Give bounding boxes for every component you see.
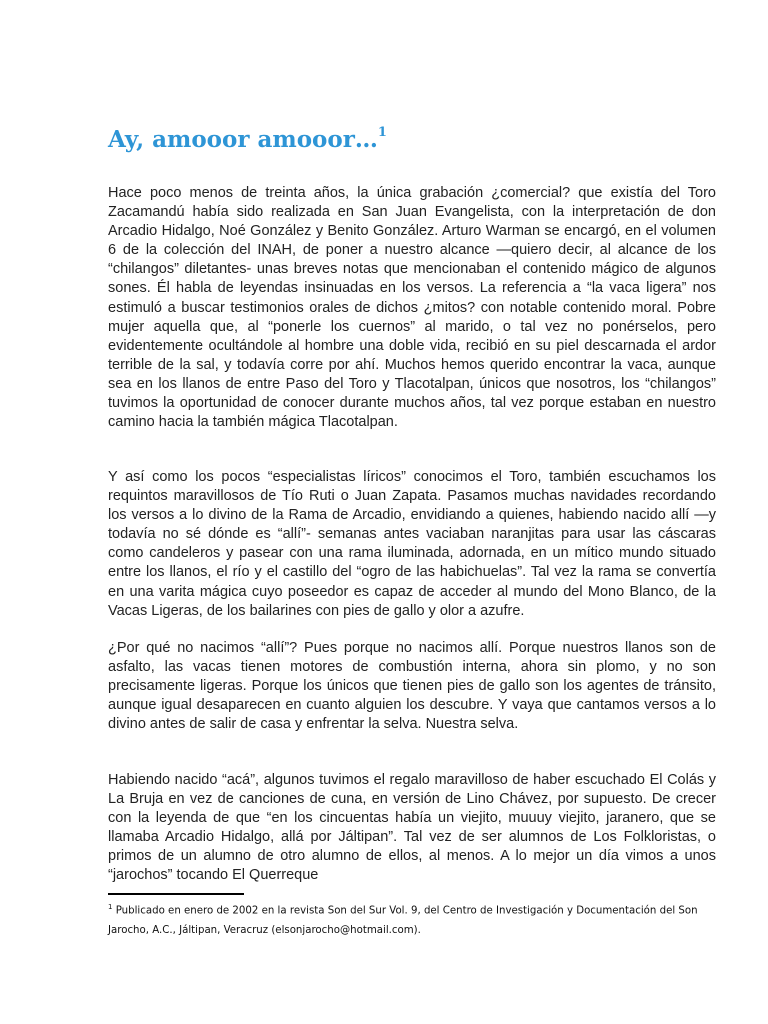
footnote [108, 897, 716, 941]
document-title [108, 126, 387, 153]
title-footnote-ref[interactable]: 1 [377, 125, 387, 141]
footnote-separator [108, 893, 244, 895]
paragraph-2: Y así como los pocos “especialistas líricos” conocimos el Toro, también escuchamos los requintos maravillosos de Tío Ruti o Juan Zapata. Pasamos muchas navidades recordando los versos a lo divino de la Rama de Arcadio, envidiando a quienes, habiendo nacido allí —y todavía no sé dónde es “allí”- semanas antes vaciaban naranjitas para usar las cáscaras como candeleros y pasear con una rama iluminada, adornada, en un mítico mundo situado entre los llanos, el río y el castillo del “ogro de las habichuelas”. Tal vez la rama se convertía en una varita mágica cuyo poseedor es capaz de acceder al mundo del Mono Blanco, de la Vacas Ligeras, de los bailarines con pies de gallo y olor a azufre. [108, 469, 716, 619]
title-text: Ay, amooor amooor… [108, 126, 378, 153]
footnote-marker: 1 [108, 903, 113, 911]
footnote-text: Publicado en enero de 2002 en la revista Son del Sur Vol. 9, del Centro de Investigación y Documentación del Son Jarocho, A.C., Jáltipan, Veracruz (elsonjarocho@hotmail.com). [108, 905, 698, 937]
paragraph-3: ¿Por qué no nacimos “allí”? Pues porque no nacimos allí. Porque nuestros llanos son de asfalto, las vacas tienen motores de combustión interna, ahora sin plomo, y no son precisamente ligeras. Porque los únicos que tienen pies de gallo son los agentes de tránsito, aunque igual desaparecen en cuanto alguien los descubre. Y vaya que cantamos versos a lo divino antes de salir de casa y enfrentar la selva. Nuestra selva. [108, 640, 716, 733]
paragraph-1: Hace poco menos de treinta años, la única grabación ¿comercial? que existía del Toro Zacamandú había sido realizada en San Juan Evangelista, con la interpretación de don Arcadio Hidalgo, Noé González y Benito González. Arturo Warman se encargó, en el volumen 6 de la colección del INAH, de poner a nuestro alcance —quiero decir, al alcance de los “chilangos” diletantes- unas breves notas que mencionaban el contenido mágico de algunos sones. Él habla de leyendas insinuadas en los versos. La referencia a “la vaca ligera” nos estimuló a buscar testimonios orales de dichos ¿mitos? con notable contenido moral. Pobre mujer aquella que, al “ponerle los cuernos” al marido, o tal vez no ponérselos, pero evidentemente ocultándole al hombre una doble vida, recibió en su piel descarnada el ardor terrible de la sal, y todavía corre por ahí. Muchos hemos querido encontrar la vaca, aunque sea en los llanos de entre Paso del Toro y Tlacotalpan, únicos que nosotros, los “chilangos” tuvimos la oportunidad de conocer durante muchos años, tal vez porque estaban en nuestro camino hacia la también mágica Tlacotalpan. [108, 185, 716, 431]
paragraph-4: Habiendo nacido “acá”, algunos tuvimos el regalo maravilloso de haber escuchado El Colás y La Bruja en vez de canciones de cuna, en versión de Lino Chávez, por supuesto. De crecer con la leyenda de que “en los cincuentas había un viejito, muuuy viejito, jaranero, que se llamaba Arcadio Hidalgo, allá por Jáltipan”. Tal vez de ser alumnos de Los Folkloristas, o primos de un alumno de otro alumno de ellos, al menos. A lo mejor un día vimos a unos “jarochos” tocando El Querreque [108, 772, 716, 884]
